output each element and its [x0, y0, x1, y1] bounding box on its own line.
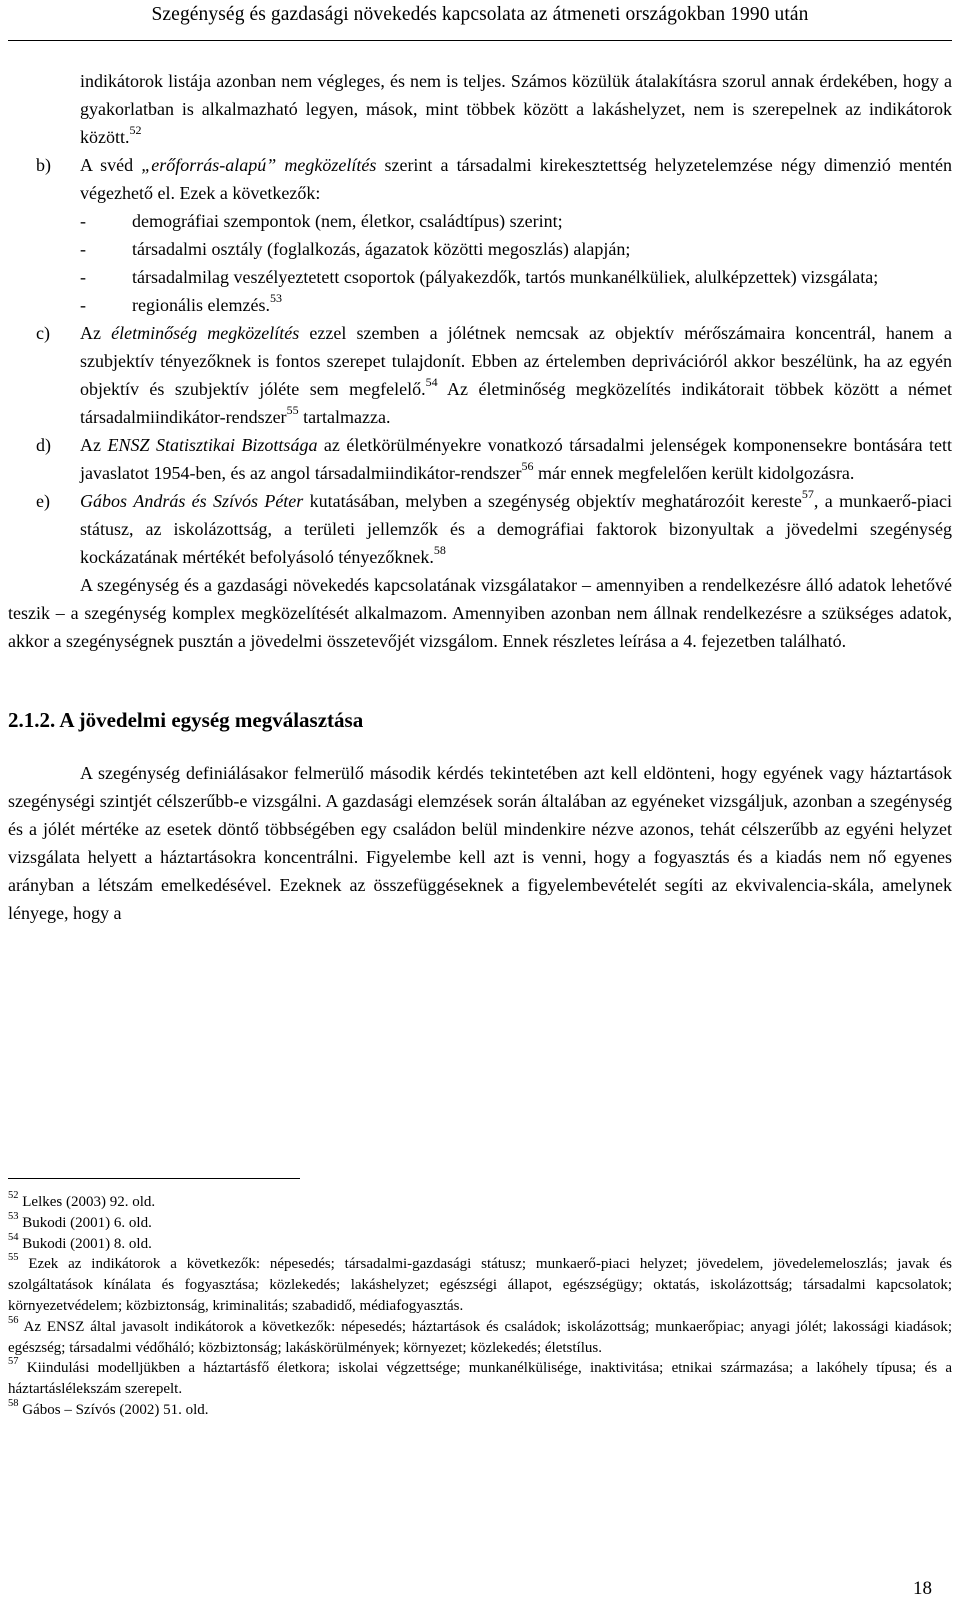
footnote-ref-55[interactable]: 55 — [286, 403, 299, 417]
dimension-list — [80, 207, 952, 319]
dimension-list-item: - társadalmilag veszélyeztetett csoportok (pályakezdők, tartós munkanélküliek, alulképzettek) vizsgálata; — [80, 267, 879, 287]
footnote-ref-52[interactable]: 52 — [129, 123, 142, 137]
footnote-ref-56[interactable]: 56 — [521, 459, 534, 473]
item-d-text: Az ENSZ Statisztikai Bizottsága az életkörülményekre vonatkozó társadalmi jelenségek komponensekre bontására tett javaslatot 1954-ben, és az angol társadalmiindikátor-rendszer$^{56}$ már ennek megfelelően került kidolgozásra. — [80, 435, 952, 483]
item-b-text: A svéd „erőforrás-alapú” megközelítés szerint a társadalmi kirekesztettség helyzetelemzése négy dimenzió mentén végezhető el. Ezek a következők: — [80, 155, 952, 203]
list-item-c — [8, 319, 952, 431]
dimension-list-item: - regionális elemzés.$^{53}$ — [80, 291, 282, 315]
footnote-57: $^{57}$ Kiindulási modelljükben a háztartásfő életkora; iskolai végzettsége; munkanélkülisége, inaktivitása; etnikai származása; a lakóhely típusa; és a háztartáslélekszám szerepelt. — [8, 1356, 953, 1398]
main-text — [8, 67, 952, 927]
dimension-list-item: - társadalmi osztály (foglalkozás, ágazatok közötti megoszlás) alapján; — [80, 239, 631, 259]
footnote-separator — [8, 1178, 300, 1179]
footnote-54: $^{54}$ Bukodi (2001) 8. old. — [8, 1231, 152, 1252]
list-item-b — [8, 151, 952, 319]
list-item-e — [8, 487, 952, 571]
list-item-d — [8, 431, 952, 487]
footnote-ref-58[interactable]: 58 — [433, 543, 446, 557]
section-paragraph: A szegénység definiálásakor felmerülő második kérdés tekintetében azt kell eldönteni, hogy egyének vagy háztartások szegénységi szintjét célszerűbb-e vizsgálni. A gazdasági elemzések során általában az egyéneket vizsgáljuk, azonban a szegénység és a jólét mértéke az esetek döntő többségében egy családon belül mindenkire nézve azonos, tehát célszerűbb az egyéni helyzet vizsgálata helyett a háztartásokra koncentrálni. Figyelembe kell azt is venni, hogy a fogyasztás és a kiadás nem nő egyenes arányban a létszám emelkedésével. Ezeknek az összefüggéseknek a figyelembevételét segíti az ekvivalencia-skála, amelynek lényege, hogy a — [8, 763, 952, 923]
closing-paragraph: A szegénység és a gazdasági növekedés kapcsolatának vizsgálatakor – amennyiben a rendelkezésre álló adatok lehetővé teszik – a szegénység komplex megközelítését alkalmazom. Amennyiben azonban nem állnak rendelkezésre a szükséges adatok, akkor a szegénységnek pusztán a jövedelmi összetevőjét vizsgálom. Ennek részletes leírása a 4. fejezetben található. — [8, 575, 952, 651]
item-c-italic-term: életminőség megközelítés — [111, 323, 300, 343]
list-marker-e: e) — [36, 491, 50, 511]
item-b-italic-term: „erőforrás-alapú” megközelítés — [141, 155, 377, 175]
item-e-text: Gábos András és Szívós Péter kutatásában, melyben a szegénység objektív meghatározóit kereste$^{57}$, a munkaerő-piaci státusz, az iskolázottság, a területi jellemzők és a demográfiai faktorok bizonyultak a jövedelmi szegénység kockázatának mértékét befolyásoló tényezőknek.$^{58}$ — [80, 487, 953, 567]
item-d-italic-term: ENSZ Statisztikai Bizottsága — [107, 435, 318, 455]
dimension-list-item: - demográfiai szempontok (nem, életkor, családtípus) szerint; — [80, 211, 563, 231]
footnote-55: $^{55}$ Ezek az indikátorok a következők: népesedés; társadalmi-gazdasági státusz; munkaerő-piaci helyzet; jövedelem, jövedelemeloszlás; javak és szolgáltatások kínálata és fogyasztása; közlekedés; lakáshelyzet; egészségi állapot, egészségügy; oktatás, iskolázottság; társadalmi kapcsolatok; környezetvédelem; közbiztonság, kriminalitás; szabadidő, médiafogyasztás. — [8, 1252, 952, 1314]
footnote-ref-53[interactable]: 53 — [269, 291, 282, 305]
footnote-52: $^{52}$ Lelkes (2003) 92. old. — [8, 1190, 156, 1210]
intro-paragraph — [8, 67, 952, 151]
footnote-58: $^{58}$ Gábos – Szívós (2002) 51. old. — [8, 1397, 209, 1418]
page-number: 18 — [913, 1578, 932, 1599]
section-heading: 2.1.2. A jövedelmi egység megválasztása — [8, 708, 364, 732]
item-c-text: Az életminőség megközelítés ezzel szemben a jólétnek nemcsak az objektív mérőszámaira koncentrál, hanem a szubjektív tényezőknek is fontos szerepet tulajdonít. Ebben az értelemben deprivációról akkor beszélünk, ha az egyén objektív és szubjektív jóléte sem megfelelő.$^{54}$ Az életminőség megközelítés indikátorait többek között a német társadalmiindikátor-rendszer$^{55}$ tartalmazza. — [80, 323, 952, 427]
item-e-italic-authors: András és Szívós Péter — [133, 491, 304, 511]
footnote-ref-54[interactable]: 54 — [425, 375, 438, 389]
header-rule — [8, 40, 952, 41]
footnote-ref-57[interactable]: 57 — [801, 487, 814, 501]
footnote-53: $^{53}$ Bukodi (2001) 6. old. — [8, 1210, 152, 1231]
intro-text: indikátorok listája azonban nem végleges, és nem is teljes. Számos közülük átalakításra szorul annak érdekében, hogy a gyakorlatban is alkalmazható legyen, mások, mint többek között a lakáshelyzet, nem is szerepelnek az indikátorok között. — [80, 71, 952, 147]
list-marker-b: b) — [36, 155, 51, 175]
footnote-56: $^{56}$ Az ENSZ által javasolt indikátorok a következők: népesedés; háztartások és családok; iskolázottság; munkaerőpiac; anyagi jólét; lakossági kiadások; egészség; társadalmi védőháló; közbiztonság; lakáskörülmények; környezet; közlekedés; életstílus. — [8, 1314, 952, 1356]
running-header: Szegénység és gazdasági növekedés kapcsolata az átmeneti országokban 1990 után — [151, 4, 809, 25]
list-marker-d: d) — [36, 435, 51, 455]
list-marker-c: c) — [36, 323, 50, 343]
footnotes — [8, 1192, 952, 1421]
